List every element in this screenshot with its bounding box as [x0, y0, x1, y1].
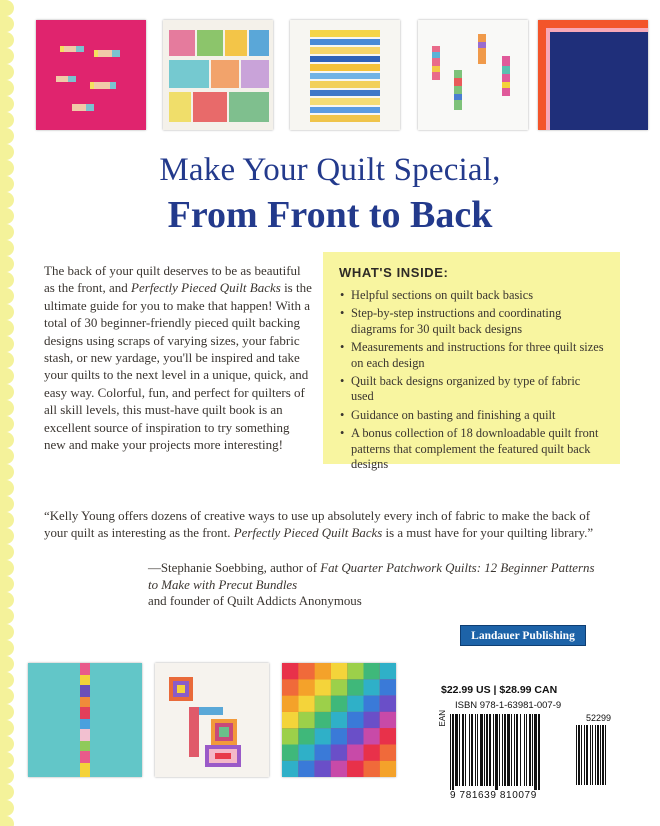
quilt-photo-stripes: [290, 20, 400, 130]
testimonial-attribution: [148, 560, 598, 610]
whats-inside-list: [339, 288, 606, 472]
list-item: • Quilt back designs organized by type of fabric used: [351, 374, 606, 405]
quilt-photo-blocks: [163, 20, 273, 130]
list-item: • A bonus collection of 18 downloadable quilt front patterns that complement the featured quilt back designs: [351, 426, 606, 472]
isbn-barcode: [438, 700, 638, 802]
attribution-suffix: and founder of Quilt Addicts Anonymous: [148, 594, 362, 609]
whats-inside-heading: WHAT'S INSIDE:: [339, 265, 449, 280]
quote-text-1: “Kelly Young offers dozens of creative ways to use up absolutely every inch of fabric to make the back of your quilt as interesting as the front.: [44, 509, 591, 540]
barcode-bars: [438, 700, 638, 790]
headline-line-2: From Front to Back: [167, 194, 493, 236]
quilt-photo-rainbow-grid: [282, 663, 396, 777]
whats-inside-box: [323, 252, 620, 472]
intro-text-1: The back of your quilt deserves to be as beautiful as the front, and: [44, 263, 301, 296]
attribution-book: Fat Quarter Patchwork Quilts: 12 Beginner Patterns to Make with Precut Bundles: [148, 561, 595, 592]
quote-book-title: Perfectly Pieced Quilt Backs: [233, 525, 383, 540]
quilt-photo-navy: [538, 20, 648, 130]
testimonial-quote: [44, 508, 604, 541]
list-item: • Measurements and instructions for three quilt sizes on each design: [351, 340, 606, 371]
barcode-digits: 9 781639 810079: [450, 790, 537, 801]
ean-label: EAN: [438, 710, 447, 727]
list-item: • Guidance on basting and finishing a quilt: [351, 408, 606, 423]
quilt-photo-pink: [36, 20, 146, 130]
intro-text-2: is the ultimate guide for you to make that happen! With a total of 30 beginner-friendly pieced quilt backing designs using scraps of varying sizes, your fabric stash, or new yardage, you'll be inspired and take your quilts to the next level in a unique, quick, and easy way. Colorful, fun, and perfect for quilters of all skill levels, this must-have quilt book is an excellent source of inspiration to try something new and make your projects more interesting!: [44, 280, 312, 453]
quote-text-2: is a must have for your quilting library.”: [382, 525, 594, 540]
quilt-photo-log-cabin: [155, 663, 269, 777]
scalloped-edge: [0, 0, 22, 826]
intro-book-title: Perfectly Pieced Quilt Backs: [131, 280, 281, 296]
barcode-supplement-number: 52299: [586, 713, 612, 723]
quilt-photo-teal: [28, 663, 142, 777]
intro-paragraph: [44, 262, 312, 453]
headline-line-1: Make Your Quilt Special,: [159, 152, 501, 188]
price-label: $22.99 US | $28.99 CAN: [441, 684, 558, 696]
list-item: • Helpful sections on quilt back basics: [351, 288, 606, 303]
isbn-text: ISBN 978-1-63981-007-9: [455, 700, 562, 711]
attribution-prefix: —Stephanie Soebbing, author of: [148, 561, 321, 575]
list-item: • Step-by-step instructions and coordinating diagrams for 30 quilt back designs: [351, 306, 606, 337]
quilt-photo-columns: [418, 20, 528, 130]
publisher-logo: Landauer Publishing: [460, 625, 586, 646]
